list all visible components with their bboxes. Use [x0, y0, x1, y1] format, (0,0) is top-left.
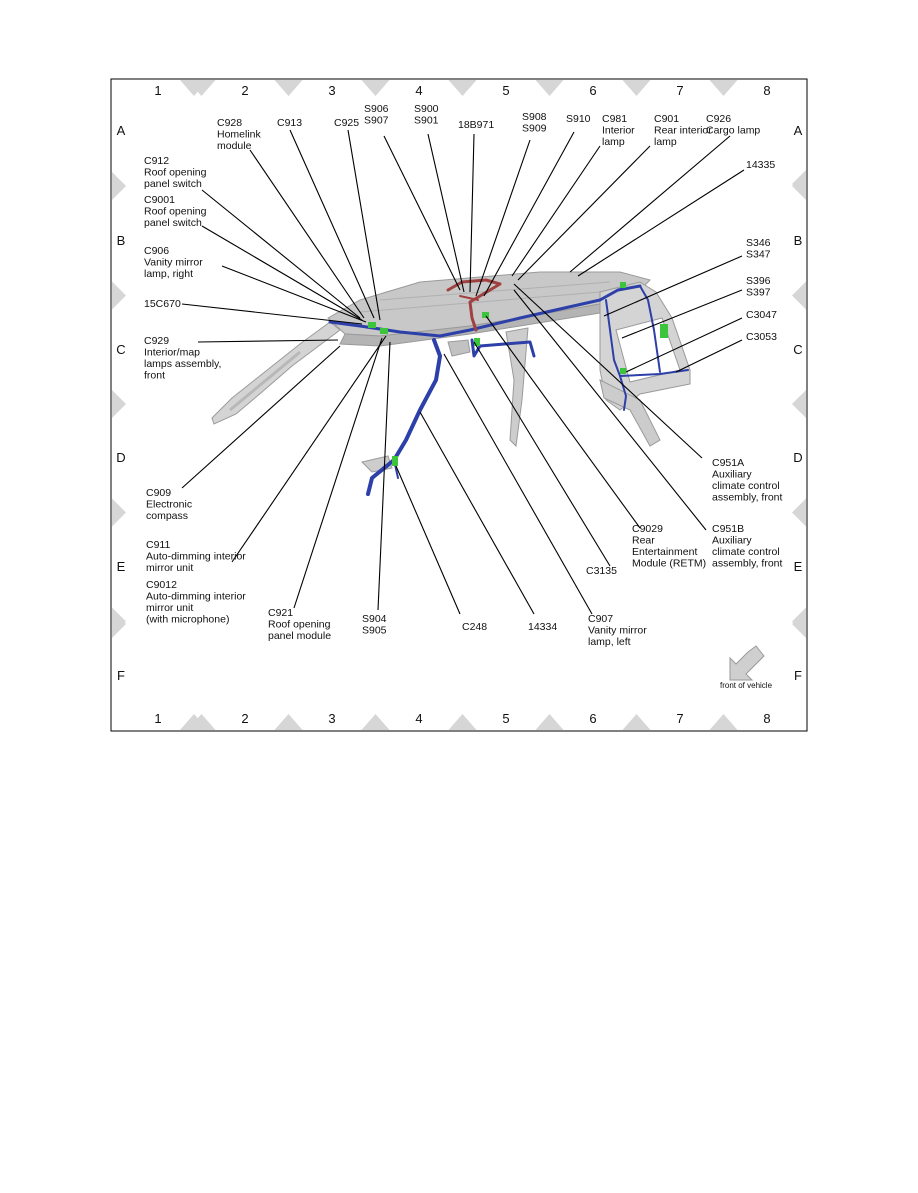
callout-line: panel switch — [144, 217, 202, 229]
row-label-right: F — [794, 668, 802, 683]
callout-s906 — [364, 103, 389, 127]
callout-line: S904 — [362, 613, 387, 625]
callout-line: C928 — [217, 117, 243, 129]
row-label-right: D — [793, 450, 803, 465]
callout-line: lamp, right — [144, 268, 194, 280]
callout-line: C3135 — [586, 565, 617, 577]
row-label-right: A — [793, 123, 803, 138]
callout-line: S346 — [746, 237, 771, 249]
column-label-bottom: 6 — [589, 711, 597, 726]
callout-line: Interior — [602, 124, 635, 137]
callout-line: C9029 — [632, 523, 663, 535]
callout-line: climate control — [712, 480, 780, 492]
column-label-bottom: 1 — [154, 711, 162, 726]
callout-line: C9001 — [144, 194, 175, 206]
callout-line: S908 — [522, 111, 547, 123]
callout-line: lamps assembly, — [144, 358, 222, 370]
callout-line: Module (RETM) — [632, 557, 707, 570]
callout-line: Roof opening — [144, 205, 207, 218]
callout-14334 — [528, 621, 557, 633]
column-label-bottom: 4 — [415, 711, 423, 726]
callout-line: S900 — [414, 103, 439, 115]
callout-line: C929 — [144, 335, 170, 347]
callout-line: C248 — [462, 621, 488, 633]
column-label-bottom: 3 — [328, 711, 336, 726]
callout-line: C926 — [706, 113, 732, 125]
callout-c248 — [462, 621, 487, 633]
callout-line: C912 — [144, 155, 170, 167]
callout-line: S901 — [414, 114, 439, 127]
callout-s396 — [746, 275, 771, 299]
callout-line: C951B — [712, 523, 745, 535]
row-label-left: E — [116, 559, 126, 574]
column-label-top: 8 — [763, 83, 771, 98]
callout-line: Interior/map — [144, 346, 201, 359]
callout-c3135 — [586, 565, 617, 577]
column-label-bottom: 2 — [241, 711, 249, 726]
callout-line: C9012 — [146, 579, 177, 591]
row-label-right: E — [793, 559, 803, 574]
row-label-left: F — [117, 668, 125, 683]
callout-line: S910 — [566, 113, 591, 125]
callout-line: S909 — [522, 122, 547, 135]
callout-line: C951A — [712, 457, 745, 469]
callout-line: panel switch — [144, 178, 202, 190]
callout-line: module — [217, 140, 252, 152]
callout-line: 18B971 — [458, 119, 495, 131]
callout-line: climate control — [712, 546, 780, 558]
callout-s910 — [566, 113, 591, 125]
callout-line: lamp — [602, 136, 625, 148]
callout-c925 — [334, 117, 359, 129]
callout-line: C911 — [146, 539, 171, 551]
callout-line: Electronic — [146, 498, 193, 511]
callout-line: Roof opening — [268, 618, 331, 631]
front-of-vehicle-label: front of vehicle — [720, 681, 773, 690]
callout-line: (with microphone) — [146, 613, 230, 626]
callout-line: assembly, front — [712, 557, 783, 570]
callout-c3047 — [746, 309, 777, 321]
callout-line: Vanity mirror — [588, 624, 647, 637]
callout-line: C909 — [146, 487, 172, 499]
row-label-right: B — [793, 233, 803, 248]
row-label-left: A — [116, 123, 126, 138]
callout-line: mirror unit — [146, 602, 194, 614]
callout-line: assembly, front — [712, 491, 783, 504]
callout-line: 14335 — [746, 159, 776, 171]
callout-line: S907 — [364, 114, 389, 127]
callout-15c670 — [144, 298, 181, 310]
callout-line: panel module — [268, 630, 332, 642]
callout-line: Entertainment — [632, 546, 698, 558]
column-label-top: 4 — [415, 83, 423, 98]
callout-line: Auto-dimming interior — [146, 550, 246, 563]
callout-14335 — [746, 159, 775, 171]
column-label-top: 2 — [241, 83, 249, 98]
callout-line: Cargo lamp — [706, 124, 761, 137]
callout-line: C906 — [144, 245, 170, 257]
column-label-top: 3 — [328, 83, 336, 98]
callout-line: Auto-dimming interior — [146, 590, 246, 603]
callout-line: C925 — [334, 117, 360, 129]
callout-line: front — [144, 369, 166, 382]
callout-line: C981 — [602, 113, 628, 125]
callout-line: C907 — [588, 613, 614, 625]
column-label-top: 6 — [589, 83, 597, 98]
callout-line: S396 — [746, 275, 771, 287]
column-label-top: 5 — [502, 83, 510, 98]
column-label-top: 1 — [154, 83, 162, 98]
callout-line: Rear — [632, 534, 655, 547]
callout-line: S347 — [746, 248, 771, 261]
callout-s904 — [362, 613, 387, 637]
callout-line: C3053 — [746, 331, 777, 343]
callout-line: C921 — [268, 607, 294, 619]
row-label-left: B — [116, 233, 126, 248]
callout-18b971 — [458, 119, 494, 131]
column-label-bottom: 5 — [502, 711, 510, 726]
callout-line: S906 — [364, 103, 389, 115]
column-label-bottom: 7 — [676, 711, 684, 726]
callout-line: Roof opening — [144, 166, 207, 179]
callout-s900 — [414, 103, 439, 127]
callout-line: lamp, left — [588, 636, 631, 648]
callout-s346 — [746, 237, 771, 261]
callout-line: C3047 — [746, 309, 777, 321]
diagram-frame — [111, 79, 807, 731]
callout-s908 — [522, 111, 547, 135]
callout-line: C901 — [654, 113, 680, 125]
callout-line: 15C670 — [144, 298, 181, 310]
callout-c913 — [277, 117, 302, 129]
callout-line: lamp — [654, 136, 677, 148]
callout-line: 14334 — [528, 621, 558, 633]
callout-line: S905 — [362, 624, 387, 637]
callout-line: compass — [146, 510, 189, 522]
callout-line: Rear interior — [654, 124, 712, 137]
callout-line: Auxiliary — [712, 468, 752, 481]
row-label-left: D — [116, 450, 126, 465]
callout-line: C913 — [277, 117, 303, 129]
row-label-right: C — [793, 342, 803, 357]
row-label-left: C — [116, 342, 126, 357]
column-label-bottom: 8 — [763, 711, 771, 726]
callout-line: S397 — [746, 286, 771, 299]
callout-line: Vanity mirror — [144, 256, 203, 269]
callout-line: Auxiliary — [712, 534, 752, 547]
callout-line: Homelink — [217, 128, 261, 141]
column-label-top: 7 — [676, 83, 684, 98]
callout-line: mirror unit — [146, 562, 194, 574]
callout-c3053 — [746, 331, 777, 343]
